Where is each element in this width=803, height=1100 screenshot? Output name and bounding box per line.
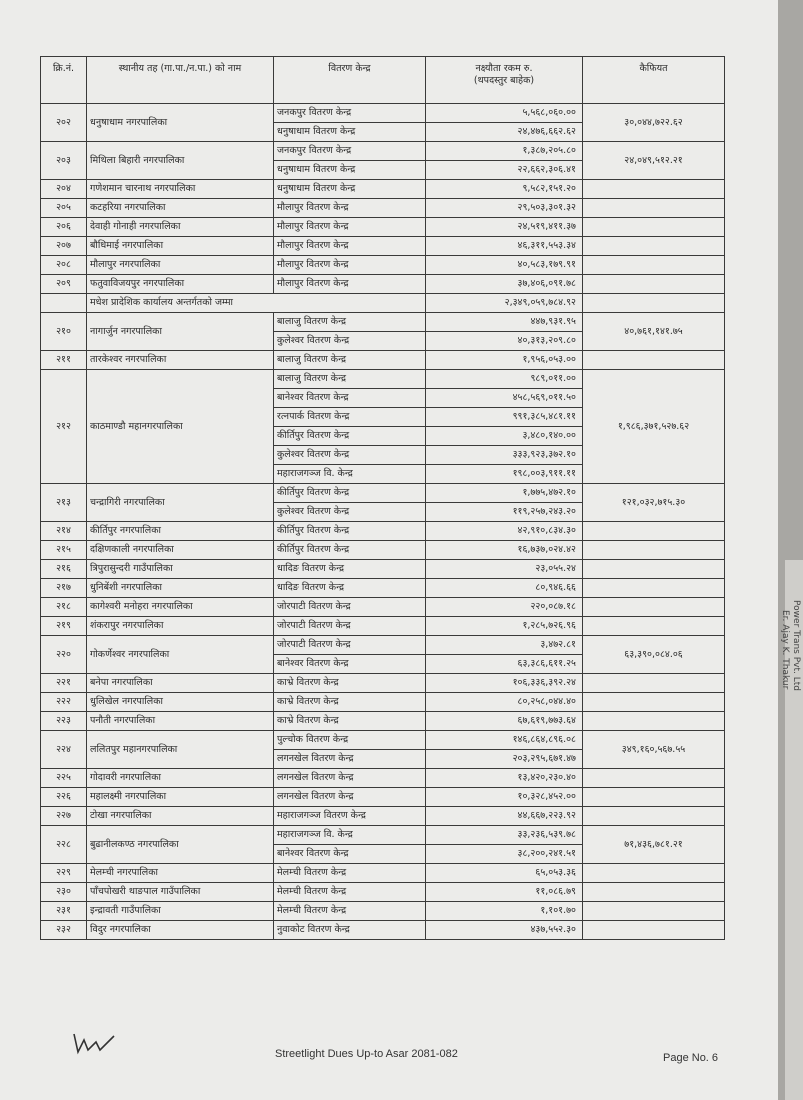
row-amount: ४०,५८३,१७९.९१ (426, 256, 583, 275)
row-serial: २११ (41, 351, 87, 370)
margin-stamp (778, 580, 803, 1000)
page-number: Page No. 6 (663, 1052, 719, 1064)
row-serial: २१६ (41, 560, 87, 579)
row-distribution-center: धनुषाधाम वितरण केन्द्र (274, 161, 426, 180)
row-municipality-name: गोदावरी नगरपालिका (87, 769, 274, 788)
row-municipality-name: दक्षिणकाली नगरपालिका (87, 541, 274, 560)
table-row (41, 636, 725, 655)
header-remarks: कैफियत (583, 57, 725, 104)
row-distribution-center: कीर्तिपुर वितरण केन्द्र (274, 541, 426, 560)
row-municipality-name: विदुर नगरपालिका (87, 921, 274, 940)
row-distribution-center: मौलापुर वितरण केन्द्र (274, 256, 426, 275)
row-municipality-name: इन्द्रावती गाउँपालिका (87, 902, 274, 921)
row-amount: १६,७३७,०२४.४२ (426, 541, 583, 560)
table-row (41, 807, 725, 826)
row-amount: १,१०१.७० (426, 902, 583, 921)
row-distribution-center: मौलापुर वितरण केन्द्र (274, 218, 426, 237)
row-serial: २१४ (41, 522, 87, 541)
row-municipality-name: मौलापुर नगरपालिका (87, 256, 274, 275)
row-remarks: ३४९,१६०,५६७.५५ (583, 731, 725, 769)
row-amount: १,९५६,०५३.०० (426, 351, 583, 370)
row-distribution-center: काभ्रे वितरण केन्द्र (274, 674, 426, 693)
row-distribution-center: धनुषाधाम वितरण केन्द्र (274, 123, 426, 142)
row-remarks (583, 541, 725, 560)
row-amount: ६७,६१९,७७३.६४ (426, 712, 583, 731)
row-amount: २०३,२९५,६७१.४७ (426, 750, 583, 769)
row-distribution-center: मेलम्ची वितरण केन्द्र (274, 902, 426, 921)
table-row (41, 370, 725, 389)
header-amount (426, 57, 583, 104)
table-row (41, 275, 725, 294)
header-amount-line1: नक्ष्यौता रकम रु. (475, 63, 533, 74)
row-municipality-name: बुढानीलकण्ठ नगरपालिका (87, 826, 274, 864)
header-name: स्थानीय तह (गा.पा./न.पा.) को नाम (87, 57, 274, 104)
subtotal-amount: २,३४९,०५९,७८४.९२ (426, 294, 583, 313)
row-serial: २२४ (41, 731, 87, 769)
row-serial: २२२ (41, 693, 87, 712)
row-remarks: १,९८६,३७१,५२७.६२ (583, 370, 725, 484)
row-distribution-center: बानेश्वर वितरण केन्द्र (274, 845, 426, 864)
row-municipality-name: मेलम्ची नगरपालिका (87, 864, 274, 883)
row-distribution-center: जोरपाटी वितरण केन्द्र (274, 598, 426, 617)
row-remarks (583, 693, 725, 712)
row-amount: ३,४७२.८१ (426, 636, 583, 655)
row-serial: २१० (41, 313, 87, 351)
table-row (41, 693, 725, 712)
table-row (41, 313, 725, 332)
row-amount: ४५८,५६९,०११.५० (426, 389, 583, 408)
row-remarks: ४०,७६१,१४१.७५ (583, 313, 725, 351)
row-amount: १४६,८६४,८९६.०८ (426, 731, 583, 750)
row-amount: १३,४२०,२३०.४० (426, 769, 583, 788)
row-serial: २२९ (41, 864, 87, 883)
row-municipality-name: कागेश्वरी मनोहरा नगरपालिका (87, 598, 274, 617)
table-row (41, 142, 725, 161)
row-remarks (583, 598, 725, 617)
row-municipality-name: धुलिखेल नगरपालिका (87, 693, 274, 712)
row-serial: २०४ (41, 180, 87, 199)
row-distribution-center: कीर्तिपुर वितरण केन्द्र (274, 522, 426, 541)
row-distribution-center: लगनखेल वितरण केन्द्र (274, 788, 426, 807)
table-row (41, 788, 725, 807)
row-remarks (583, 579, 725, 598)
row-municipality-name: धुनिबेंशी नगरपालिका (87, 579, 274, 598)
row-remarks (583, 351, 725, 370)
row-amount: ८०,९४६.६६ (426, 579, 583, 598)
row-amount: ६३,३८६,६११.२५ (426, 655, 583, 674)
row-remarks: २४,०४९,५१२.२१ (583, 142, 725, 180)
row-remarks (583, 788, 725, 807)
row-amount: ११९,२५७,२४३.२० (426, 503, 583, 522)
table-row (41, 541, 725, 560)
table-row (41, 883, 725, 902)
row-amount: ५,५६८,०६०.०० (426, 104, 583, 123)
row-distribution-center: महाराजगञ्ज वि. केन्द्र (274, 826, 426, 845)
row-distribution-center: बानेश्वर वितरण केन्द्र (274, 655, 426, 674)
row-municipality-name: काठमाण्डौ महानगरपालिका (87, 370, 274, 484)
row-amount: १,३८७,२०५.८० (426, 142, 583, 161)
row-amount: २४,५१९,४११.३७ (426, 218, 583, 237)
row-municipality-name: पनौती नगरपालिका (87, 712, 274, 731)
row-serial: २२१ (41, 674, 87, 693)
table-row (41, 218, 725, 237)
table-header-row (41, 57, 725, 104)
row-amount: ४३७,५५२.३० (426, 921, 583, 940)
row-amount: ४४७,९३१.९५ (426, 313, 583, 332)
row-remarks (583, 522, 725, 541)
row-remarks: ३०,०४४,७२२.६२ (583, 104, 725, 142)
header-sn: क्रि.नं. (41, 57, 87, 104)
row-distribution-center: बालाजु वितरण केन्द्र (274, 313, 426, 332)
header-center: वितरण केन्द्र (274, 57, 426, 104)
row-distribution-center: पुल्चोक वितरण केन्द्र (274, 731, 426, 750)
row-distribution-center: मौलापुर वितरण केन्द्र (274, 199, 426, 218)
table-row (41, 351, 725, 370)
table-body (41, 104, 725, 940)
table-row (41, 180, 725, 199)
row-serial: २२५ (41, 769, 87, 788)
row-distribution-center: कुलेश्वर वितरण केन्द्र (274, 332, 426, 351)
row-remarks (583, 560, 725, 579)
row-distribution-center: रत्नपार्क वितरण केन्द्र (274, 408, 426, 427)
row-distribution-center: कीर्तिपुर वितरण केन्द्र (274, 484, 426, 503)
row-municipality-name: पाँचपोखरी थाङपाल गाउँपालिका (87, 883, 274, 902)
row-municipality-name: बौधिमाई नगरपालिका (87, 237, 274, 256)
row-serial: २०६ (41, 218, 87, 237)
row-municipality-name: टोखा नगरपालिका (87, 807, 274, 826)
row-serial: २०५ (41, 199, 87, 218)
row-distribution-center: जोरपाटी वितरण केन्द्र (274, 636, 426, 655)
row-remarks: ६३,३९०,०८४.०६ (583, 636, 725, 674)
row-remarks (583, 617, 725, 636)
row-distribution-center: नुवाकोट वितरण केन्द्र (274, 921, 426, 940)
row-remarks (583, 256, 725, 275)
row-serial: २०८ (41, 256, 87, 275)
row-serial: २२७ (41, 807, 87, 826)
table-row (41, 237, 725, 256)
row-serial: २१७ (41, 579, 87, 598)
row-amount: २३,०५५.२४ (426, 560, 583, 579)
row-municipality-name: महालक्ष्मी नगरपालिका (87, 788, 274, 807)
row-amount: २२०,०८७.१८ (426, 598, 583, 617)
row-distribution-center: जोरपाटी वितरण केन्द्र (274, 617, 426, 636)
table-row (41, 598, 725, 617)
row-distribution-center: कीर्तिपुर वितरण केन्द्र (274, 427, 426, 446)
row-serial: २१३ (41, 484, 87, 522)
row-distribution-center: बानेश्वर वितरण केन्द्र (274, 389, 426, 408)
row-amount: ४४,६६७,२२३.९२ (426, 807, 583, 826)
table-row (41, 921, 725, 940)
row-distribution-center: धादिङ वितरण केन्द्र (274, 579, 426, 598)
row-distribution-center: धादिङ वितरण केन्द्र (274, 560, 426, 579)
row-remarks (583, 807, 725, 826)
row-amount: १,७७५,४७२.१० (426, 484, 583, 503)
table-row (41, 484, 725, 503)
row-serial: २३० (41, 883, 87, 902)
row-amount: ९९१,३८५,४८१.११ (426, 408, 583, 427)
table-row (41, 617, 725, 636)
row-distribution-center: धनुषाधाम वितरण केन्द्र (274, 180, 426, 199)
row-remarks (583, 712, 725, 731)
row-municipality-name: फतुवाविजयपुर नगरपालिका (87, 275, 274, 294)
table-row (41, 769, 725, 788)
row-amount: ९८९,०११.०० (426, 370, 583, 389)
row-serial: २१८ (41, 598, 87, 617)
row-remarks (583, 180, 725, 199)
row-distribution-center: जनकपुर वितरण केन्द्र (274, 104, 426, 123)
row-distribution-center: बालाजु वितरण केन्द्र (274, 351, 426, 370)
row-remarks (583, 275, 725, 294)
row-amount: ३३३,९२३,३७२.१० (426, 446, 583, 465)
row-amount: ३७,४०६,०९१.७८ (426, 275, 583, 294)
row-serial: २१५ (41, 541, 87, 560)
row-municipality-name: मिथिला बिहारी नगरपालिका (87, 142, 274, 180)
table-row (41, 256, 725, 275)
table-row (41, 560, 725, 579)
row-distribution-center: लगनखेल वितरण केन्द्र (274, 750, 426, 769)
row-serial: २०३ (41, 142, 87, 180)
row-municipality-name: बनेपा नगरपालिका (87, 674, 274, 693)
row-serial: २३२ (41, 921, 87, 940)
table-row (41, 522, 725, 541)
row-distribution-center: लगनखेल वितरण केन्द्र (274, 769, 426, 788)
row-distribution-center: जनकपुर वितरण केन्द्र (274, 142, 426, 161)
row-remarks (583, 864, 725, 883)
row-distribution-center: मेलम्ची वितरण केन्द्र (274, 864, 426, 883)
row-remarks (583, 921, 725, 940)
row-municipality-name: त्रिपुरासुन्दरी गाउँपालिका (87, 560, 274, 579)
row-municipality-name: नागार्जुन नगरपालिका (87, 313, 274, 351)
stamp-line-1: Er. Ajay K. Thakur (780, 610, 790, 690)
row-remarks (583, 237, 725, 256)
table-row (41, 199, 725, 218)
row-municipality-name: तारकेश्वर नगरपालिका (87, 351, 274, 370)
row-serial: २३१ (41, 902, 87, 921)
table-row (41, 826, 725, 845)
header-amount-line2: (थपदस्तुर बाहेक) (473, 75, 535, 86)
row-municipality-name: गणेशमान चारनाथ नगरपालिका (87, 180, 274, 199)
row-municipality-name: गोकर्णेश्वर नगरपालिका (87, 636, 274, 674)
row-remarks (583, 883, 725, 902)
subtotal-spacer (41, 294, 87, 313)
subtotal-label: मधेश प्रादेशिक कार्यालय अन्तर्गतको जम्मा (87, 294, 426, 313)
row-amount: २९,५०३,३०१.३२ (426, 199, 583, 218)
row-amount: १,२८५,७२६.९६ (426, 617, 583, 636)
row-remarks: ७१,४३६,७८१.२१ (583, 826, 725, 864)
row-distribution-center: कुलेश्वर वितरण केन्द्र (274, 446, 426, 465)
row-distribution-center: मौलापुर वितरण केन्द्र (274, 237, 426, 256)
row-amount: १९८,००३,९११.११ (426, 465, 583, 484)
row-remarks (583, 902, 725, 921)
table-row (41, 902, 725, 921)
footer-title: Streetlight Dues Up-to Asar 2081-082 (275, 1048, 458, 1060)
row-amount: ४६,३११,५५३.३४ (426, 237, 583, 256)
row-remarks (583, 674, 725, 693)
row-remarks (583, 199, 725, 218)
row-distribution-center: काभ्रे वितरण केन्द्र (274, 693, 426, 712)
table-row (41, 579, 725, 598)
row-amount: २४,४७६,६६२.६२ (426, 123, 583, 142)
row-serial: २२० (41, 636, 87, 674)
row-amount: १०६,३३६,३९२.२४ (426, 674, 583, 693)
row-amount: ३३,२३६,५३९.७८ (426, 826, 583, 845)
row-municipality-name: धनुषाधाम नगरपालिका (87, 104, 274, 142)
table-row (41, 712, 725, 731)
row-amount: १०,३२८,४५२.०० (426, 788, 583, 807)
subtotal-row (41, 294, 725, 313)
signature-mark (70, 1030, 130, 1060)
row-municipality-name: ललितपुर महानगरपालिका (87, 731, 274, 769)
row-distribution-center: बालाजु वितरण केन्द्र (274, 370, 426, 389)
table-row (41, 731, 725, 750)
table-row (41, 864, 725, 883)
dues-table (40, 56, 725, 940)
row-remarks: १२१,०३२,७१५.३० (583, 484, 725, 522)
row-distribution-center: काभ्रे वितरण केन्द्र (274, 712, 426, 731)
row-amount: ४०,३१३,२०९.८० (426, 332, 583, 351)
stamp-line-2: Power Trans Pvt. Ltd (791, 600, 801, 691)
row-distribution-center: कुलेश्वर वितरण केन्द्र (274, 503, 426, 522)
row-distribution-center: महाराजगञ्ज वितरण केन्द्र (274, 807, 426, 826)
row-amount: २२,६६२,३०६.४१ (426, 161, 583, 180)
row-amount: ११,०८६.७९ (426, 883, 583, 902)
row-municipality-name: देवाही गोनाही नगरपालिका (87, 218, 274, 237)
row-serial: २२३ (41, 712, 87, 731)
row-distribution-center: मेलम्ची वितरण केन्द्र (274, 883, 426, 902)
row-remarks (583, 769, 725, 788)
row-distribution-center: मौलापुर वितरण केन्द्र (274, 275, 426, 294)
row-serial: २१२ (41, 370, 87, 484)
row-amount: ४२,९१०,८३४.३० (426, 522, 583, 541)
table-row (41, 104, 725, 123)
row-serial: २०७ (41, 237, 87, 256)
row-serial: २२६ (41, 788, 87, 807)
row-amount: ८०,२५८,०४४.४० (426, 693, 583, 712)
row-serial: २२८ (41, 826, 87, 864)
row-serial: २०९ (41, 275, 87, 294)
table-row (41, 674, 725, 693)
row-municipality-name: शंकरापुर नगरपालिका (87, 617, 274, 636)
row-distribution-center: महाराजगञ्ज वि. केन्द्र (274, 465, 426, 484)
row-remarks (583, 218, 725, 237)
row-municipality-name: कटहरिया नगरपालिका (87, 199, 274, 218)
row-municipality-name: कीर्तिपुर नगरपालिका (87, 522, 274, 541)
row-amount: ३८,२००,२४१.५१ (426, 845, 583, 864)
row-serial: २०२ (41, 104, 87, 142)
row-amount: ९,५८२,१५१.२० (426, 180, 583, 199)
subtotal-remarks (583, 294, 725, 313)
row-municipality-name: चन्द्रागिरी नगरपालिका (87, 484, 274, 522)
row-serial: २१९ (41, 617, 87, 636)
row-amount: ३,४८०,१४०.०० (426, 427, 583, 446)
row-amount: ६५,०५३.३६ (426, 864, 583, 883)
